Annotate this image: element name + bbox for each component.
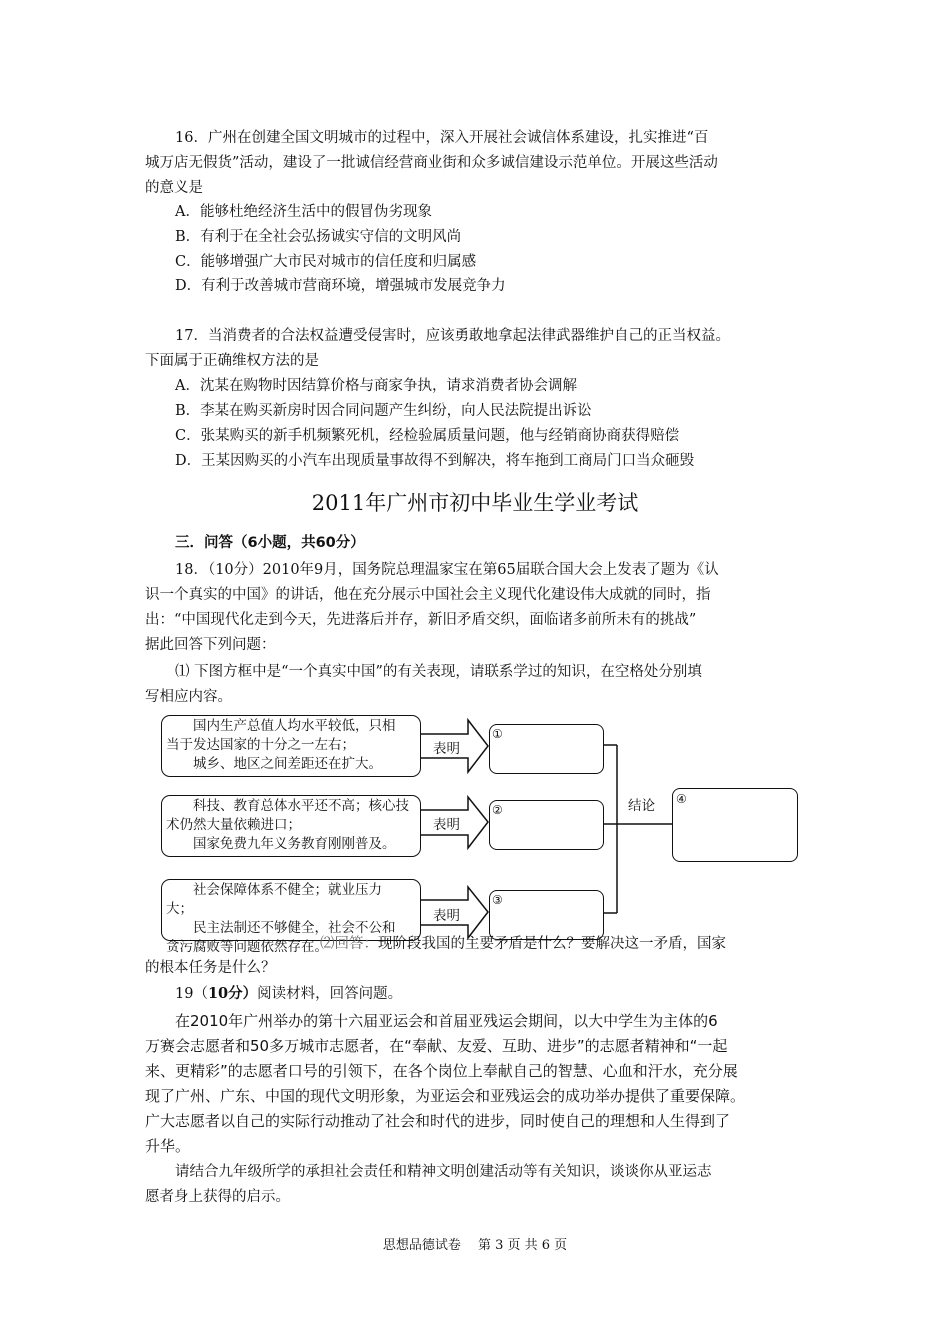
q16-stem-line1: 16．广州在创建全国文明城市的过程中，深入开展社会诚信体系建设，扎实推进“百 (175, 130, 709, 146)
q19-number: 19（ (175, 986, 208, 1002)
evidence-box-economy (161, 715, 421, 777)
conclusion-box[interactable] (672, 788, 798, 862)
q17-option-d: D．王某因购买的小汽车出现质量事故得不到解决，将车拖到工商局门口当众砸毁 (175, 453, 695, 469)
q19-material-line4: 现了广州、广东、中国的现代文明形象，为亚运会和亚残运会的成功举办提供了重要保障。 (145, 1087, 746, 1105)
q16-option-d: D．有利于改善城市营商环境，增强城市发展竞争力 (175, 278, 506, 294)
evidence-box-science (161, 795, 421, 857)
q19-question-line2: 愿者身上获得的启示。 (145, 1189, 290, 1205)
evidence-box-science-line1: 科技、教育总体水平还不高；核心技 (193, 798, 409, 814)
arrow-label-1: 表明 (433, 741, 460, 757)
q17-stem-line2: 下面属于正确维权方法的是 (145, 353, 319, 369)
q17-option-a: A．沈某在购物时因结算价格与商家争执，请求消费者协会调解 (175, 378, 577, 394)
arrow-label-2: 表明 (433, 817, 460, 833)
blank-box-1[interactable] (489, 724, 604, 774)
evidence-box-society-line1: 社会保障体系不健全；就业压力 (193, 882, 382, 898)
evidence-box-society-line4: 贪污腐败等问题依然存在。 (166, 939, 328, 955)
q17-option-b: B．李某在购买新房时因合同问题产生纠纷，向人民法院提出诉讼 (175, 403, 592, 419)
q18-stem-line1: 18．（10分）2010年9月，国务院总理温家宝在第65届联合国大会上发表了题为《认 (175, 562, 719, 578)
q16-option-b: B．有利于在全社会弘扬诚实守信的文明风尚 (175, 229, 462, 245)
q19-material-line5: 广大志愿者以自己的实际行动推动了社会和时代的进步，同时使自己的理想和人生得到了 (145, 1112, 731, 1130)
q17-option-c: C．张某购买的新手机频繁死机，经检验属质量问题，他与经销商协商获得赔偿 (175, 428, 680, 444)
evidence-box-economy-line1: 国内生产总值人均水平较低，只相 (193, 718, 396, 734)
evidence-box-science-line3: 国家免费九年义务教育刚刚普及。 (193, 836, 396, 852)
evidence-box-economy-line2: 当于发达国家的十分之一左右； (166, 737, 355, 753)
blank-box-3-number: ③ (492, 893, 503, 907)
conclusion-box-number: ④ (676, 792, 687, 806)
q18-sub1-line2: 写相应内容。 (145, 689, 232, 705)
q18-sub2-line2: 的根本任务是什么？ (145, 960, 276, 976)
blank-box-1-number: ① (492, 727, 503, 741)
evidence-box-society-line3: 民主法制还不够健全，社会不公和 (193, 920, 396, 936)
q16-option-c: C．能够增强广大市民对城市的信任度和归属感 (175, 254, 477, 270)
q18-sub2-line1 (320, 932, 726, 956)
q16-stem-line2: 城万店无假货”活动，建设了一批诚信经营商业街和众多诚信建设示范单位。开展这些活动 (145, 155, 718, 171)
q18-sub2-tail: 现阶段我国的主要矛盾是什么？要解决这一矛盾，国家 (378, 936, 726, 952)
q18-stem-line2: 识一个真实的中国》的讲话，他在充分展示中国社会主义现代化建设伟大成就的同时，指 (145, 587, 711, 603)
evidence-box-society-line2: 大； (166, 901, 193, 917)
q18-stem-line3: 出：“中国现代化走到今天，先进落后并存，新旧矛盾交织，面临诸多前所未有的挑战” (145, 612, 697, 628)
q19-instruction: 阅读材料，回答问题。 (257, 986, 403, 1002)
q18-sub1-line1: ⑴ 下图方框中是“一个真实中国”的有关表现，请联系学过的知识，在空格处分别填 (175, 664, 702, 680)
q19-material-line1: 在2010年广州举办的第十六届亚运会和首届亚残运会期间，以大中学生为主体的6 (175, 1012, 718, 1030)
q16-stem-line3: 的意义是 (145, 180, 203, 196)
q19-question-line1: 请结合九年级所学的承担社会责任和精神文明创建活动等有关知识，谈谈你从亚运志 (175, 1164, 712, 1180)
arrow-label-3: 表明 (433, 908, 460, 924)
q19-material-line6: 升华。 (145, 1137, 191, 1155)
page-footer: 思想品德试卷 第 3 页 共 6 页 (382, 1238, 568, 1253)
blank-box-2[interactable] (489, 800, 604, 850)
exam-title: 2011年广州市初中毕业生学业考试 (311, 491, 639, 515)
q19-material-line3: 来、更精彩”的志愿者口号的引领下，在各个岗位上奉献自己的智慧、心血和汗水，充分展 (145, 1062, 738, 1080)
section-heading: 三．问答（6小题，共60分） (175, 535, 365, 551)
q18-sub2-overlap: ⑵回答： (320, 936, 378, 952)
q17-stem-line1: 17．当消费者的合法权益遭受侵害时，应该勇敢地拿起法律武器维护自己的正当权益。 (175, 328, 730, 344)
q19-heading (175, 982, 402, 1006)
q19-material-line2: 万赛会志愿者和50多万城市志愿者，在“奉献、友爱、互助、进步”的志愿者精神和“一起 (145, 1037, 728, 1055)
q16-option-a: A．能够杜绝经济生活中的假冒伪劣现象 (175, 204, 432, 220)
conclusion-label: 结论 (628, 798, 655, 814)
evidence-box-economy-line3: 城乡、地区之间差距还在扩大。 (193, 756, 382, 772)
evidence-box-science-line2: 术仍然大量依赖进口； (166, 817, 301, 833)
blank-box-2-number: ② (492, 803, 503, 817)
q18-stem-line4: 据此回答下列问题： (145, 637, 276, 653)
q19-score: 10分） (207, 985, 258, 1002)
